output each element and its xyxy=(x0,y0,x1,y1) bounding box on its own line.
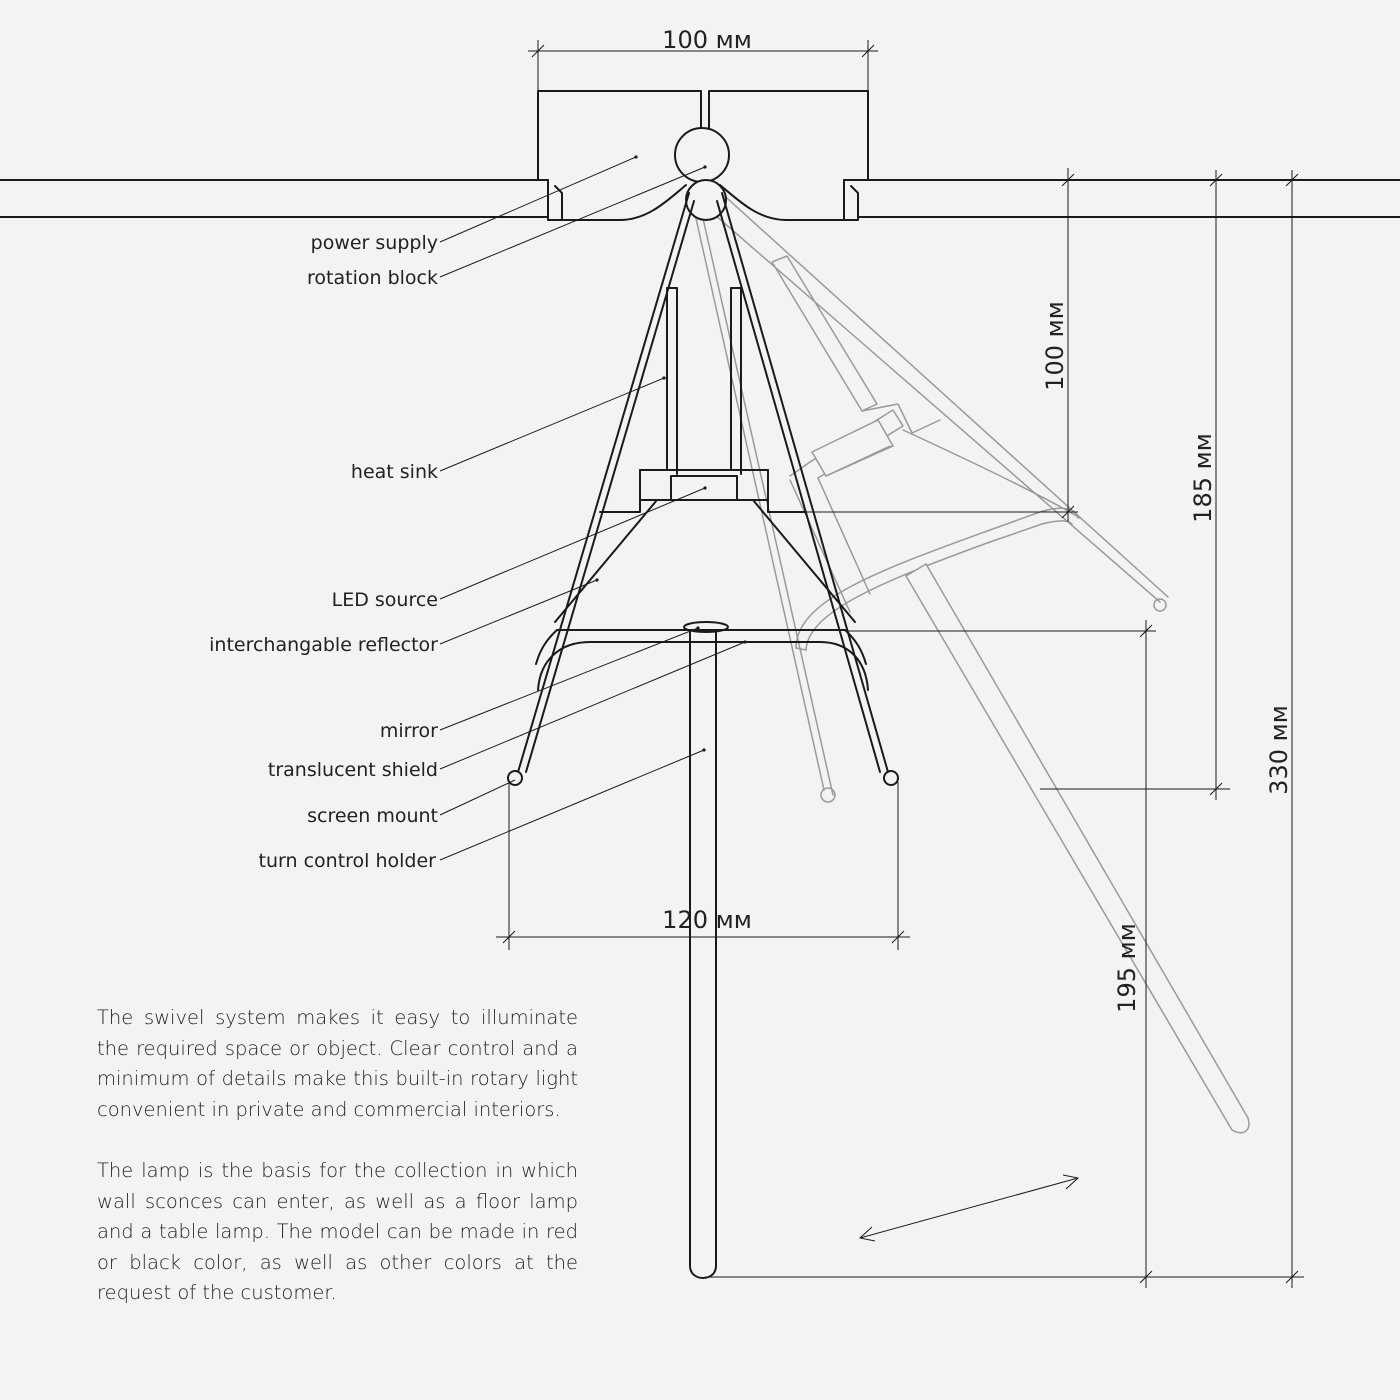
label-screen-mount: screen mount xyxy=(307,805,438,827)
callout-labels xyxy=(209,232,438,872)
label-turn-control-holder: turn control holder xyxy=(258,850,436,872)
label-heat-sink: heat sink xyxy=(350,461,438,483)
ghost-tilted-lamp xyxy=(692,190,1249,1133)
dim-height-330: 330 мм xyxy=(1265,705,1293,795)
dim-shade-width: 120 мм xyxy=(662,906,752,934)
dim-top-width: 100 мм xyxy=(662,26,752,54)
description-paragraph-2: The lamp is the basis for the collection in which wall sconces can enter, as well as a floor lamp and a table lamp. The model can be made in red or black color, as well as other colors at the request of the customer. xyxy=(97,1159,578,1304)
dimension-texts xyxy=(662,26,1293,1013)
label-led-source: LED source xyxy=(331,589,438,611)
callout-leaders xyxy=(440,155,747,860)
description-paragraph-1: The swivel system makes it easy to illuminate the required space or object. Clear control and a minimum of details make this built-in rotary light convenient in private and commercial interiors. xyxy=(97,1006,578,1121)
label-mirror: mirror xyxy=(379,720,438,742)
dimension-lines xyxy=(496,40,1310,1288)
dim-height-185: 185 мм xyxy=(1189,433,1217,523)
label-translucent-shield: translucent shield xyxy=(267,759,438,781)
label-power-supply: power supply xyxy=(310,232,438,254)
dim-depth: 100 мм xyxy=(1041,301,1069,391)
dim-handle-195: 195 мм xyxy=(1113,923,1141,1013)
label-rotation-block: rotation block xyxy=(307,267,438,289)
label-reflector: interchangable reflector xyxy=(209,634,438,656)
